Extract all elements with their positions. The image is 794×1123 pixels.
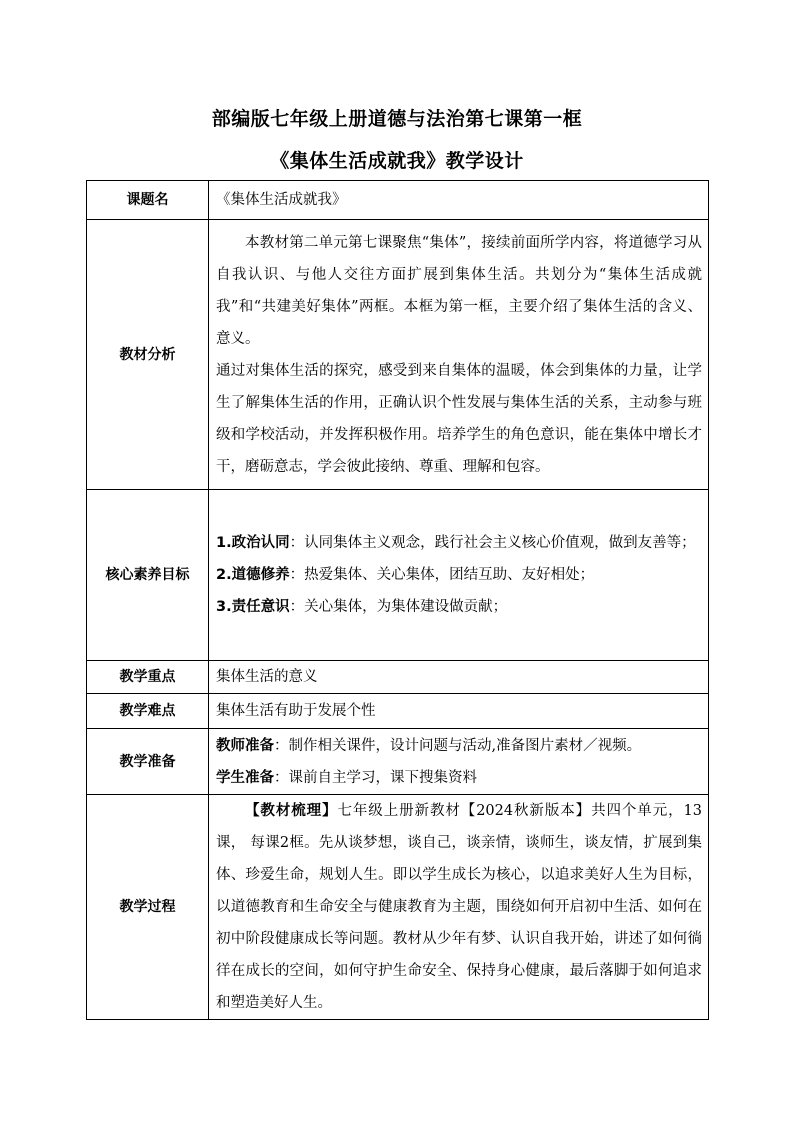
document-title-line2: 《集体生活成就我》教学设计 bbox=[270, 150, 524, 172]
lesson-plan-table bbox=[86, 180, 709, 1020]
goal-item-2-head: 2.道德修养 bbox=[216, 567, 290, 583]
prep-student bbox=[216, 762, 702, 794]
topic-label: 课题名 bbox=[87, 181, 209, 220]
difficulty-value: 集体生活有助于发展个性 bbox=[209, 694, 709, 729]
difficulty-label: 教学难点 bbox=[87, 694, 209, 729]
analysis-cell bbox=[209, 220, 709, 490]
prep-teacher-text: ：制作相关课件，设计问题与活动,准备图片素材／视频。 bbox=[274, 737, 642, 754]
goal-item-1-head: 1.政治认同 bbox=[216, 535, 290, 551]
goal-item-3-text: ：关心集体，为集体建设做贡献； bbox=[289, 599, 508, 615]
process-cell bbox=[209, 795, 709, 1020]
key-point-label: 教学重点 bbox=[87, 661, 209, 694]
analysis-paragraph-1: 本教材第二单元第七课聚焦“集体”，接续前面所学内容，将道德学习从自我认识、与他人交往方面扩展到集体生活。共划分为“集体生活成就我”和“共建美好集体”两框。本框为第一框，主要介绍了集体生活的含义、意义。 bbox=[216, 234, 702, 347]
table-row-topic bbox=[87, 181, 709, 220]
goals-cell bbox=[209, 490, 709, 661]
table-row-analysis bbox=[87, 220, 709, 490]
prep-label: 教学准备 bbox=[87, 729, 209, 795]
table-row-process bbox=[87, 795, 709, 1020]
key-point-value: 集体生活的意义 bbox=[209, 661, 709, 694]
goal-item-3 bbox=[216, 591, 702, 623]
table-row-goals bbox=[87, 490, 709, 661]
prep-student-text: ：课前自主学习，课下搜集资料 bbox=[274, 769, 477, 786]
analysis-label: 教材分析 bbox=[87, 220, 209, 490]
prep-teacher-head: 教师准备 bbox=[216, 737, 274, 754]
process-head: 【教材梳理】 bbox=[245, 803, 338, 819]
table-row-prep bbox=[87, 729, 709, 795]
prep-cell bbox=[209, 729, 709, 795]
goal-item-3-head: 3.责任意识 bbox=[216, 599, 290, 615]
process-text: 七年级上册新教材【2024秋新版本】共四个单元，13课， 每课2框。先从谈梦想，谈自己，谈亲情，谈师生，谈友情，扩展到集体、珍爱生命，规划人生。即以学生成长为核心，以追求美好人生为目标，以道德教育和生命安全与健康教育为主题，围绕如何开启初中生活、如何在初中阶段健康成长等问题。教材从少年有梦、认识自我开始，讲述了如何徜徉在成长的空间，如何守护生命安全、保持身心健康，最后落脚于如何追求和塑造美好人生。 bbox=[216, 803, 702, 1011]
table-row-difficulty bbox=[87, 694, 709, 729]
goal-item-2 bbox=[216, 559, 702, 591]
goal-item-1-text: ：认同集体主义观念，践行社会主义核心价值观，做到友善等； bbox=[289, 535, 696, 551]
analysis-paragraph-2: 通过对集体生活的探究，感受到来自集体的温暖，体会到集体的力量，让学生了解集体生活的作用，正确认识个性发展与集体生活的关系，主动参与班级和学校活动，并发挥积极作用。培养学生的角色意识，能在集体中增长才干，磨砺意志，学会彼此接纳、尊重、理解和包容。 bbox=[216, 362, 702, 475]
prep-student-head: 学生准备 bbox=[216, 769, 274, 786]
goal-item-2-text: ：热爱集体、关心集体，团结互助、友好相处； bbox=[289, 567, 595, 583]
topic-value: 《集体生活成就我》 bbox=[209, 181, 709, 220]
goals-label: 核心素养目标 bbox=[87, 490, 209, 661]
process-label: 教学过程 bbox=[87, 795, 209, 1020]
goal-item-1 bbox=[216, 527, 702, 559]
prep-teacher bbox=[216, 730, 702, 762]
document-title-line1: 部编版七年级上册道德与法治第七课第一框 bbox=[211, 108, 583, 130]
process-paragraph bbox=[216, 795, 702, 1019]
table-row-key-point bbox=[87, 661, 709, 694]
